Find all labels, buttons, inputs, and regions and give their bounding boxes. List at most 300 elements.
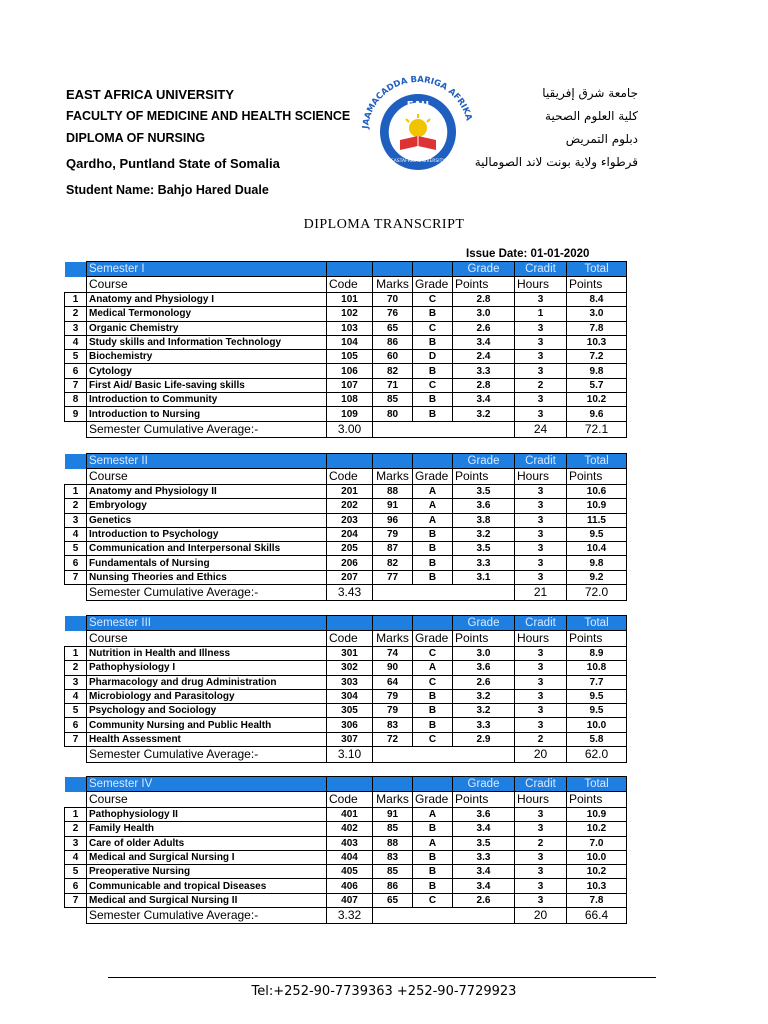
course-marks: 82	[373, 364, 413, 378]
course-grade: B	[413, 307, 453, 321]
course-code: 201	[327, 485, 373, 499]
grade-points: 3.3	[453, 850, 515, 864]
grade-points: 2.6	[453, 893, 515, 907]
course-marks: 87	[373, 542, 413, 556]
col-header-total-points: Points	[567, 792, 627, 808]
total-points: 10.0	[567, 718, 627, 732]
document-title: DIPLOMA TRANSCRIPT	[303, 217, 465, 232]
table-row	[65, 675, 627, 689]
row-number: 6	[65, 364, 87, 378]
semester-title: Semester IV	[87, 777, 327, 792]
course-name: Introduction to Community	[87, 393, 327, 407]
grade-points: 2.9	[453, 732, 515, 746]
course-code: 303	[327, 675, 373, 689]
header-cell	[327, 616, 373, 631]
row-number: 7	[65, 732, 87, 746]
header-cell	[413, 454, 453, 469]
row-number: 6	[65, 879, 87, 893]
credit-hours: 3	[515, 850, 567, 864]
credit-hours: 2	[515, 378, 567, 392]
course-code: 402	[327, 822, 373, 836]
total-points: 7.8	[567, 893, 627, 907]
semester-title: Semester I	[87, 262, 327, 277]
grade-points: 3.3	[453, 364, 515, 378]
credit-hours: 3	[515, 704, 567, 718]
grade-points: 3.0	[453, 307, 515, 321]
blank-cell	[65, 469, 87, 485]
course-grade: B	[413, 407, 453, 421]
table-row	[65, 704, 627, 718]
table-row	[65, 485, 627, 499]
table-row	[65, 556, 627, 570]
course-grade: C	[413, 321, 453, 335]
col-header-course: Course	[87, 277, 327, 293]
course-grade: C	[413, 893, 453, 907]
credit-hours: 3	[515, 647, 567, 661]
total-points-sum: 66.4	[567, 908, 627, 924]
header-cell	[413, 262, 453, 277]
grade-points: 3.5	[453, 836, 515, 850]
col-header-course: Course	[87, 469, 327, 485]
table-row	[65, 879, 627, 893]
course-grade: A	[413, 661, 453, 675]
course-code: 206	[327, 556, 373, 570]
row-number: 4	[65, 850, 87, 864]
total-points: 9.5	[567, 689, 627, 703]
header-cell	[413, 616, 453, 631]
col-header-code: Code	[327, 469, 373, 485]
table-row	[65, 822, 627, 836]
course-name: Microbiology and Parasitology	[87, 689, 327, 703]
course-marks: 64	[373, 675, 413, 689]
col-header-total-points: Points	[567, 277, 627, 293]
course-name: First Aid/ Basic Life-saving skills	[87, 378, 327, 392]
location: Qardho, Puntland State of Somalia	[66, 156, 280, 171]
total-points: 3.0	[567, 307, 627, 321]
col-header-hours: Hours	[515, 631, 567, 647]
course-code: 103	[327, 321, 373, 335]
course-grade: B	[413, 718, 453, 732]
course-name: Communication and Interpersonal Skills	[87, 542, 327, 556]
table-row	[65, 542, 627, 556]
course-grade: B	[413, 704, 453, 718]
course-marks: 83	[373, 850, 413, 864]
grade-points: 3.2	[453, 704, 515, 718]
table-row	[65, 647, 627, 661]
semester-table	[64, 615, 627, 763]
course-name: Medical and Surgical Nursing II	[87, 893, 327, 907]
table-row	[65, 570, 627, 584]
credit-hours: 3	[515, 808, 567, 822]
course-name: Genetics	[87, 513, 327, 527]
course-code: 105	[327, 350, 373, 364]
table-row	[65, 293, 627, 307]
col-header-credit: Cradit	[515, 262, 567, 277]
col-header-points: Points	[453, 277, 515, 293]
row-number: 6	[65, 718, 87, 732]
course-grade: A	[413, 836, 453, 850]
row-number: 2	[65, 307, 87, 321]
total-points: 5.7	[567, 378, 627, 392]
cumulative-average: 3.10	[327, 747, 373, 763]
table-row	[65, 689, 627, 703]
credit-hours: 3	[515, 350, 567, 364]
course-grade: B	[413, 364, 453, 378]
credit-hours: 3	[515, 865, 567, 879]
footer-divider	[108, 977, 656, 978]
col-header-grade: Grade	[413, 631, 453, 647]
row-number: 2	[65, 499, 87, 513]
table-row	[65, 364, 627, 378]
blank-cell	[373, 585, 515, 601]
course-code: 102	[327, 307, 373, 321]
total-points: 9.8	[567, 364, 627, 378]
arabic-location: قرطواء ولاية بونت لاند الصومالية	[474, 155, 638, 169]
course-marks: 76	[373, 307, 413, 321]
grade-points: 3.6	[453, 499, 515, 513]
course-grade: B	[413, 879, 453, 893]
course-marks: 70	[373, 293, 413, 307]
col-header-total: Total	[567, 616, 627, 631]
course-grade: B	[413, 335, 453, 349]
total-points: 10.2	[567, 865, 627, 879]
blank-cell	[373, 908, 515, 924]
total-points-sum: 72.0	[567, 585, 627, 601]
col-header-grade: Grade	[453, 454, 515, 469]
credit-hours: 3	[515, 293, 567, 307]
course-name: Nutrition in Health and Illness	[87, 647, 327, 661]
credit-hours: 3	[515, 556, 567, 570]
cumulative-average: 3.32	[327, 908, 373, 924]
header-cell	[373, 262, 413, 277]
course-code: 403	[327, 836, 373, 850]
total-points: 5.8	[567, 732, 627, 746]
total-points: 10.8	[567, 661, 627, 675]
row-number: 4	[65, 527, 87, 541]
course-grade: C	[413, 293, 453, 307]
row-number: 7	[65, 893, 87, 907]
course-name: Communicable and tropical Diseases	[87, 879, 327, 893]
credit-hours: 3	[515, 822, 567, 836]
course-name: Biochemistry	[87, 350, 327, 364]
credit-hours: 1	[515, 307, 567, 321]
course-name: Pathophysiology II	[87, 808, 327, 822]
course-code: 109	[327, 407, 373, 421]
total-points: 9.6	[567, 407, 627, 421]
row-number: 9	[65, 407, 87, 421]
col-header-marks: Marks	[373, 469, 413, 485]
total-points: 10.2	[567, 393, 627, 407]
course-name: Care of older Adults	[87, 836, 327, 850]
footer-telephone: Tel:+252-90-7739363 +252-90-7729923	[251, 984, 517, 999]
blank-cell	[65, 585, 87, 601]
course-code: 301	[327, 647, 373, 661]
credit-hours: 3	[515, 321, 567, 335]
arabic-university: جامعة شرق إفريقيا	[542, 86, 638, 100]
table-row	[65, 850, 627, 864]
grade-points: 3.5	[453, 542, 515, 556]
total-points: 8.9	[567, 647, 627, 661]
course-name: Pharmacology and drug Administration	[87, 675, 327, 689]
col-header-points: Points	[453, 792, 515, 808]
total-points: 10.0	[567, 850, 627, 864]
arabic-diploma: دبلوم التمريض	[565, 132, 638, 146]
table-row	[65, 499, 627, 513]
row-number: 7	[65, 378, 87, 392]
course-marks: 72	[373, 732, 413, 746]
course-name: Organic Chemistry	[87, 321, 327, 335]
col-header-total: Total	[567, 454, 627, 469]
header-cell	[373, 454, 413, 469]
credit-hours: 3	[515, 513, 567, 527]
semester-table	[64, 776, 627, 924]
row-number: 3	[65, 836, 87, 850]
total-points: 7.2	[567, 350, 627, 364]
blank-cell	[65, 454, 87, 469]
col-header-marks: Marks	[373, 631, 413, 647]
blank-cell	[65, 421, 87, 437]
col-header-grade: Grade	[413, 469, 453, 485]
course-grade: B	[413, 822, 453, 836]
table-row	[65, 307, 627, 321]
credit-hours: 3	[515, 689, 567, 703]
credit-hours: 2	[515, 732, 567, 746]
course-code: 104	[327, 335, 373, 349]
row-number: 3	[65, 675, 87, 689]
row-number: 4	[65, 689, 87, 703]
course-grade: A	[413, 485, 453, 499]
faculty-name: FACULTY OF MEDICINE AND HEALTH SCIENCE	[66, 109, 351, 123]
course-grade: B	[413, 850, 453, 864]
table-row	[65, 527, 627, 541]
grade-points: 3.1	[453, 570, 515, 584]
header-cell	[327, 777, 373, 792]
row-number: 4	[65, 335, 87, 349]
course-marks: 83	[373, 718, 413, 732]
row-number: 8	[65, 393, 87, 407]
semester-table	[64, 453, 627, 601]
total-points: 10.3	[567, 879, 627, 893]
col-header-hours: Hours	[515, 277, 567, 293]
col-header-grade: Grade	[453, 616, 515, 631]
total-points: 9.5	[567, 527, 627, 541]
course-code: 307	[327, 732, 373, 746]
issue-date: Issue Date: 01-01-2020	[466, 248, 590, 260]
course-code: 302	[327, 661, 373, 675]
grade-points: 3.4	[453, 879, 515, 893]
col-header-marks: Marks	[373, 792, 413, 808]
col-header-grade: Grade	[453, 777, 515, 792]
table-row	[65, 893, 627, 907]
course-code: 108	[327, 393, 373, 407]
logo-ring-text: JAAMACADDA BARIGA AFRIKA	[361, 74, 474, 130]
arabic-faculty: كلية العلوم الصحية	[545, 109, 638, 123]
table-row	[65, 661, 627, 675]
course-grade: A	[413, 513, 453, 527]
course-name: Embryology	[87, 499, 327, 513]
total-points: 7.8	[567, 321, 627, 335]
course-code: 304	[327, 689, 373, 703]
blank-cell	[65, 908, 87, 924]
course-grade: C	[413, 378, 453, 392]
row-number: 2	[65, 661, 87, 675]
blank-cell	[65, 631, 87, 647]
course-marks: 85	[373, 393, 413, 407]
course-marks: 96	[373, 513, 413, 527]
total-points: 11.5	[567, 513, 627, 527]
col-header-grade: Grade	[453, 262, 515, 277]
course-name: Introduction to Psychology	[87, 527, 327, 541]
col-header-hours: Hours	[515, 469, 567, 485]
cumulative-label: Semester Cumulative Average:-	[87, 585, 327, 601]
course-grade: B	[413, 393, 453, 407]
course-marks: 79	[373, 704, 413, 718]
total-points: 9.2	[567, 570, 627, 584]
course-code: 107	[327, 378, 373, 392]
credit-hours: 2	[515, 836, 567, 850]
table-row	[65, 808, 627, 822]
total-hours: 20	[515, 908, 567, 924]
table-row	[65, 335, 627, 349]
grade-points: 3.4	[453, 335, 515, 349]
course-marks: 91	[373, 499, 413, 513]
row-number: 5	[65, 350, 87, 364]
course-name: Anatomy and Physiology II	[87, 485, 327, 499]
course-name: Introduction to Nursing	[87, 407, 327, 421]
total-points: 10.4	[567, 542, 627, 556]
col-header-credit: Cradit	[515, 777, 567, 792]
grade-points: 3.2	[453, 689, 515, 703]
total-points: 7.7	[567, 675, 627, 689]
table-row	[65, 732, 627, 746]
table-row	[65, 378, 627, 392]
header-cell	[327, 262, 373, 277]
blank-cell	[65, 262, 87, 277]
credit-hours: 3	[515, 335, 567, 349]
cumulative-label: Semester Cumulative Average:-	[87, 747, 327, 763]
table-row	[65, 865, 627, 879]
course-marks: 71	[373, 378, 413, 392]
course-code: 401	[327, 808, 373, 822]
credit-hours: 3	[515, 570, 567, 584]
course-marks: 86	[373, 335, 413, 349]
grade-points: 3.6	[453, 661, 515, 675]
row-number: 1	[65, 647, 87, 661]
course-grade: C	[413, 675, 453, 689]
course-grade: B	[413, 527, 453, 541]
course-code: 203	[327, 513, 373, 527]
course-code: 306	[327, 718, 373, 732]
total-points: 10.2	[567, 822, 627, 836]
course-marks: 74	[373, 647, 413, 661]
course-name: Cytology	[87, 364, 327, 378]
course-code: 205	[327, 542, 373, 556]
course-name: Pathophysiology I	[87, 661, 327, 675]
total-points: 9.8	[567, 556, 627, 570]
course-grade: A	[413, 499, 453, 513]
logo-bottom-text: EASTAFRICAUNIVERSITY	[390, 159, 446, 164]
header-cell	[373, 777, 413, 792]
total-hours: 21	[515, 585, 567, 601]
course-code: 202	[327, 499, 373, 513]
blank-cell	[65, 277, 87, 293]
credit-hours: 3	[515, 499, 567, 513]
col-header-code: Code	[327, 631, 373, 647]
col-header-course: Course	[87, 792, 327, 808]
course-code: 407	[327, 893, 373, 907]
course-code: 101	[327, 293, 373, 307]
credit-hours: 3	[515, 718, 567, 732]
student-name: Student Name: Bahjo Hared Duale	[66, 183, 269, 197]
university-logo	[350, 72, 486, 176]
grade-points: 3.6	[453, 808, 515, 822]
course-marks: 60	[373, 350, 413, 364]
course-grade: A	[413, 808, 453, 822]
course-code: 405	[327, 865, 373, 879]
university-name: EAST AFRICA UNIVERSITY	[66, 87, 235, 102]
course-marks: 86	[373, 879, 413, 893]
row-number: 1	[65, 485, 87, 499]
course-code: 404	[327, 850, 373, 864]
cumulative-average: 3.00	[327, 421, 373, 437]
course-marks: 91	[373, 808, 413, 822]
col-header-hours: Hours	[515, 792, 567, 808]
course-grade: C	[413, 647, 453, 661]
total-points: 10.6	[567, 485, 627, 499]
row-number: 6	[65, 556, 87, 570]
semester-table	[64, 261, 627, 438]
col-header-marks: Marks	[373, 277, 413, 293]
cumulative-average: 3.43	[327, 585, 373, 601]
credit-hours: 3	[515, 893, 567, 907]
logo-initials: EAU	[406, 100, 430, 111]
course-marks: 77	[373, 570, 413, 584]
credit-hours: 3	[515, 879, 567, 893]
blank-cell	[65, 616, 87, 631]
course-code: 207	[327, 570, 373, 584]
col-header-total-points: Points	[567, 469, 627, 485]
table-row	[65, 350, 627, 364]
credit-hours: 3	[515, 527, 567, 541]
table-row	[65, 513, 627, 527]
table-row	[65, 407, 627, 421]
total-hours: 24	[515, 421, 567, 437]
grade-points: 2.6	[453, 321, 515, 335]
table-row	[65, 836, 627, 850]
credit-hours: 3	[515, 393, 567, 407]
credit-hours: 3	[515, 675, 567, 689]
course-name: Preoperative Nursing	[87, 865, 327, 879]
row-number: 1	[65, 293, 87, 307]
grade-points: 3.4	[453, 822, 515, 836]
grade-points: 3.4	[453, 393, 515, 407]
table-row	[65, 393, 627, 407]
course-code: 204	[327, 527, 373, 541]
total-points: 8.4	[567, 293, 627, 307]
grade-points: 3.3	[453, 556, 515, 570]
course-marks: 65	[373, 893, 413, 907]
course-grade: D	[413, 350, 453, 364]
course-marks: 79	[373, 689, 413, 703]
semester-title: Semester III	[87, 616, 327, 631]
row-number: 5	[65, 865, 87, 879]
total-hours: 20	[515, 747, 567, 763]
credit-hours: 3	[515, 485, 567, 499]
course-code: 106	[327, 364, 373, 378]
course-code: 305	[327, 704, 373, 718]
course-name: Health Assessment	[87, 732, 327, 746]
course-marks: 85	[373, 822, 413, 836]
